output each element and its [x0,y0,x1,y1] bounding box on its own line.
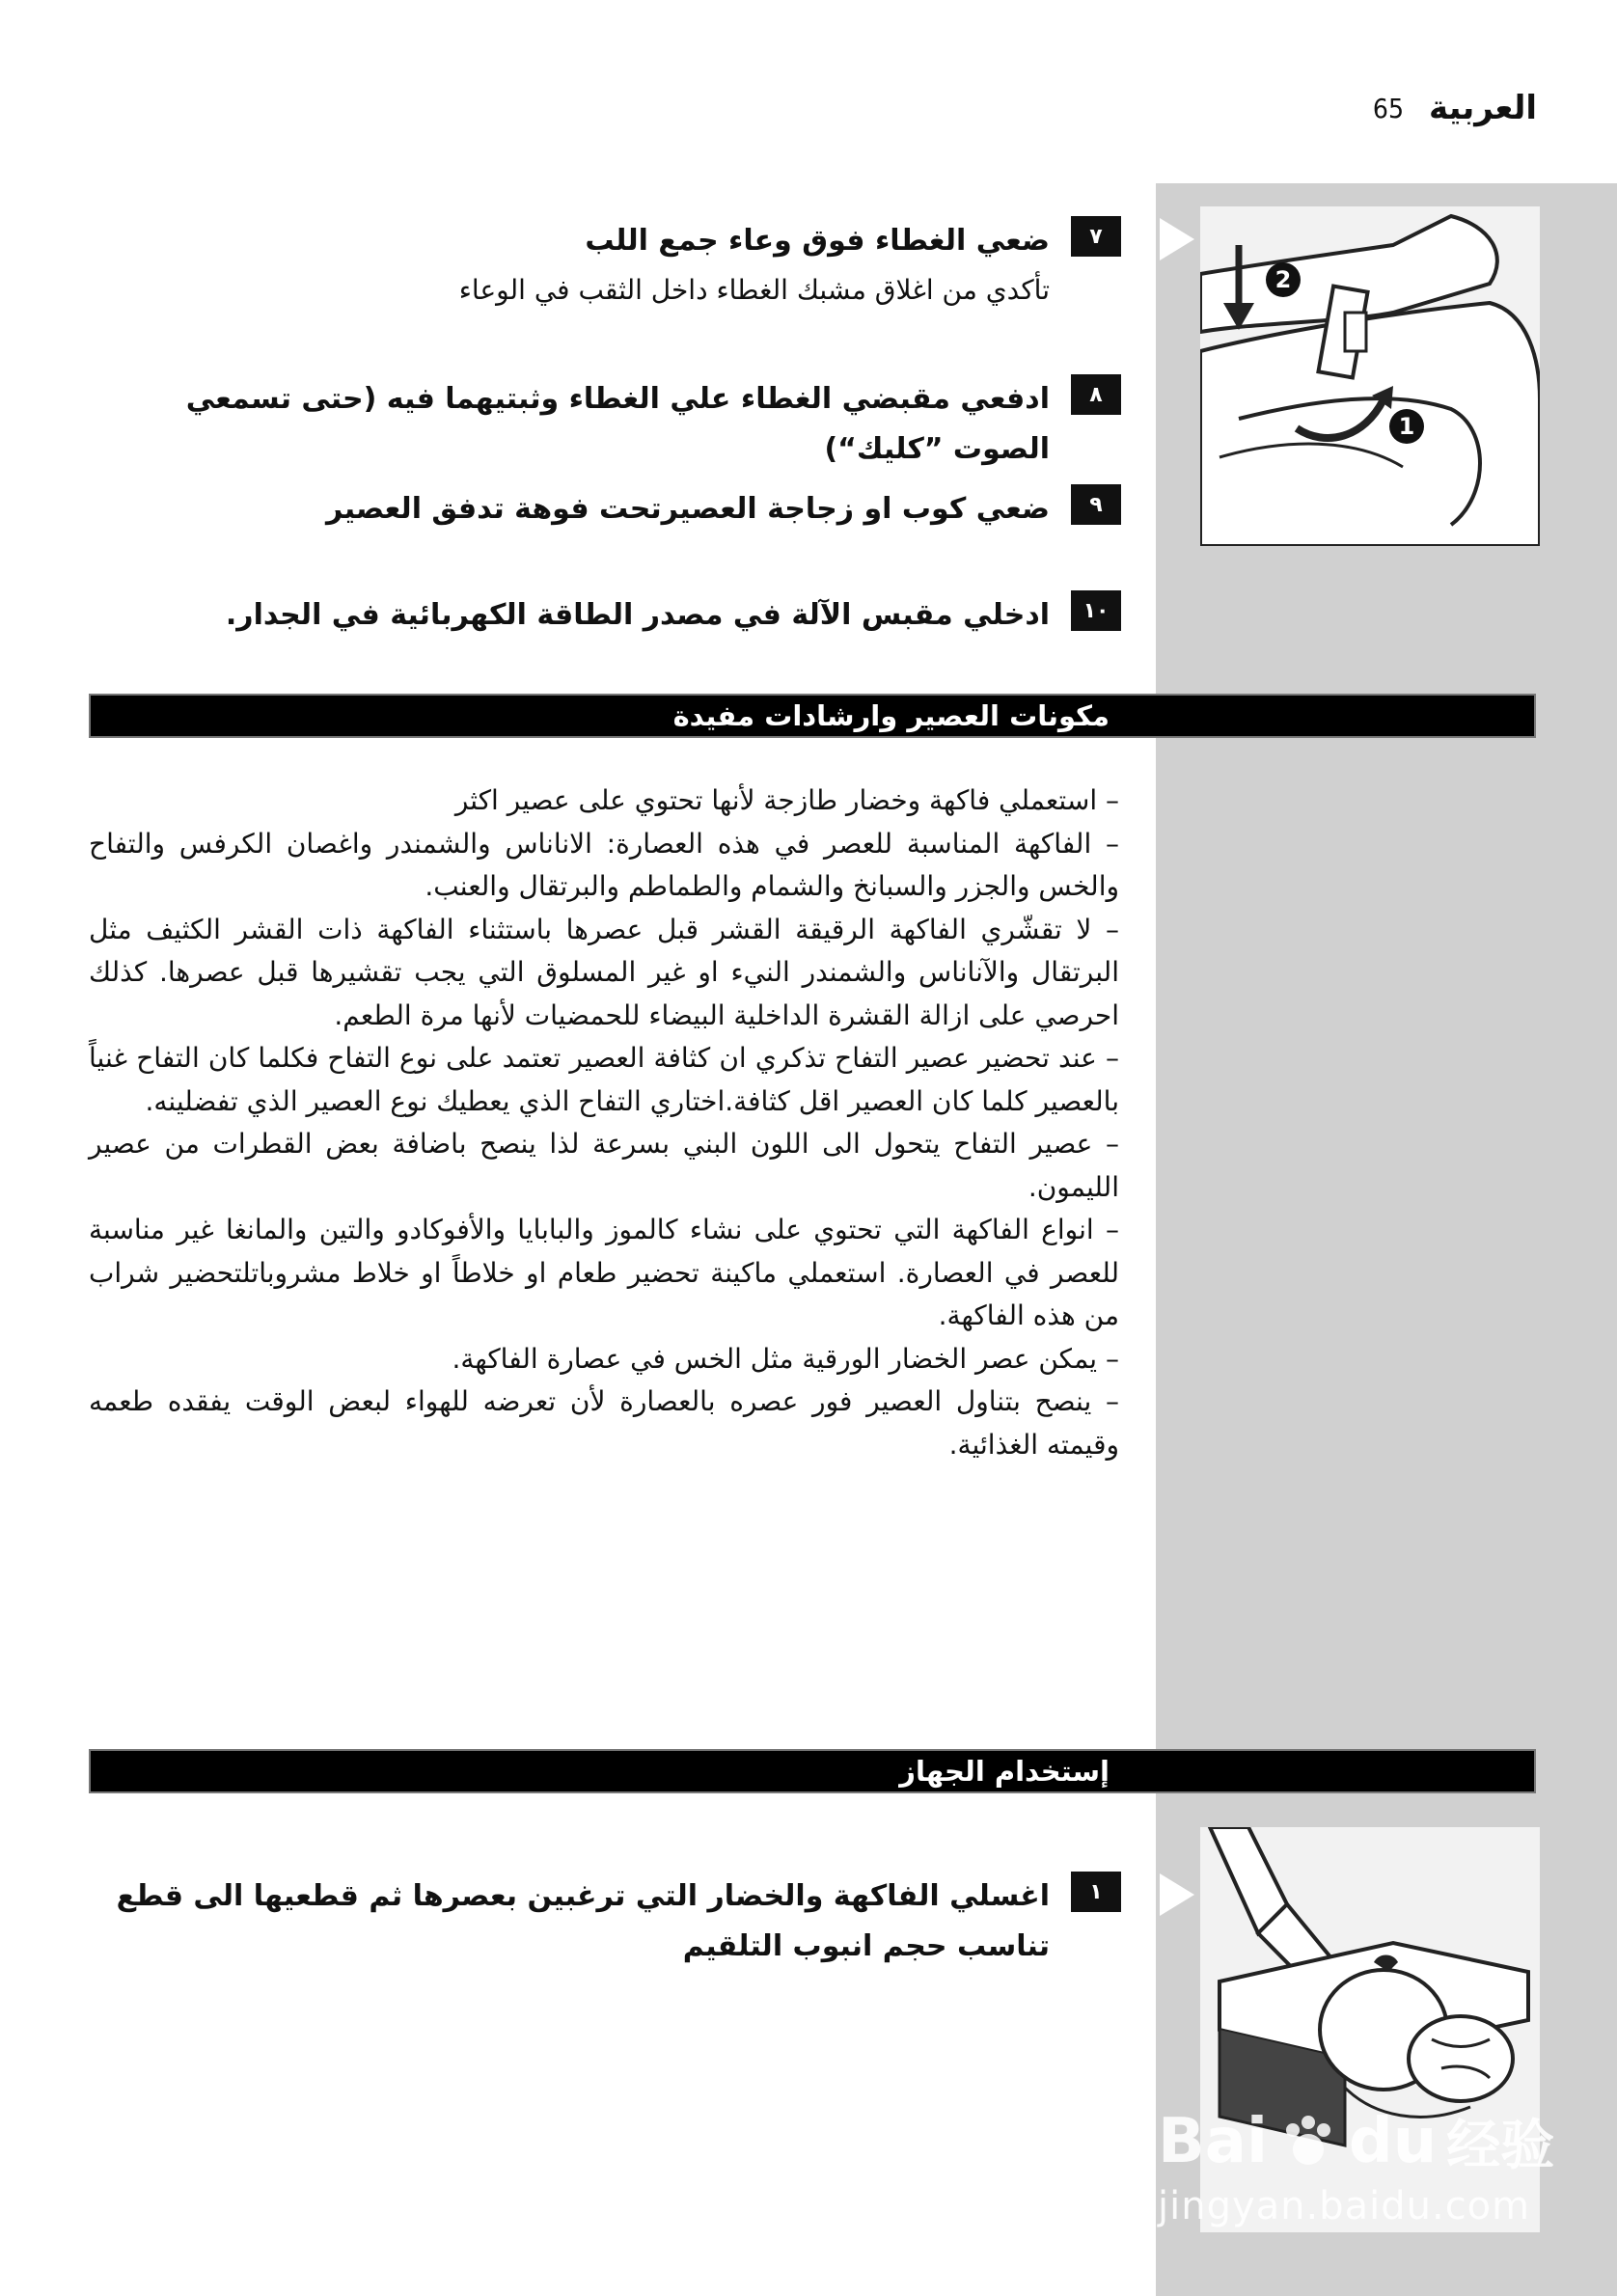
step-number-badge: ١٠ [1071,590,1121,631]
step-text: ادفعي مقبضي الغطاء علي الغطاء وثبتيهما فيه (حتى تسمعي الصوت ”كليك“) [185,382,1050,466]
paw-icon [1277,2111,1339,2173]
watermark-site: jingyan.baidu.com [1158,2184,1531,2228]
baidu-logo [1158,2103,1602,2180]
figure-pointer-top [1160,218,1194,260]
step-number-badge: ١ [1071,1872,1121,1912]
watermark-brand-2: du [1348,2106,1438,2177]
step-text: ادخلي مقبس الآلة في مصدر الطاقة الكهربائية في الجدار. [225,598,1050,632]
tip-item: – استعملي فاكهة وخضار طازجة لأنها تحتوي على عصير اكثر [454,784,1119,816]
tip-item: – لا تقشّري الفاكهة الرقيقة القشر قبل عصرها باستثناء الفاكهة ذات القشر الكثيف مثل البرتقال والآناناس والشمندر النيء او غير المسلوق التي يجب تقشيرها قبل عصرها. كذلك احرصي على ازالة القشرة الداخلية البيضاء للحمضيات لأنها مرة الطعم. [89,913,1119,1031]
section-heading-usage [89,1749,1536,1793]
section-heading-text: مكونات العصير وارشادات مفيدة [672,699,1110,732]
page-title: العربية [1428,89,1537,127]
tip-item: – يمكن عصر الخضار الورقية مثل الخس في عصارة الفاكهة. [452,1342,1119,1375]
step-subtext: تأكدي من اغلاق مشبك الغطاء داخل الثقب في الوعاء [458,274,1050,306]
step-number-badge: ٧ [1071,216,1121,257]
step-1 [104,1872,1121,1972]
step-9 [326,484,1121,534]
step-text: ضعي الغطاء فوق وعاء جمع اللب [585,224,1050,258]
step-number-badge: ٨ [1071,374,1121,415]
step-text: اغسلي الفاكهة والخضار التي ترغبين بعصرها ثم قطعيها الى قطع تناسب حجم انبوب التلقيم [116,1879,1050,1963]
tip-item: – الفاكهة المناسبة للعصر في هذه العصارة: الاناناس والشمندر واغصان الكرفس والتفاح والخس والجزر والسبانخ والشمام والطماطم والبرتقال والعنب. [89,827,1119,902]
step-number-badge: ٩ [1071,484,1121,525]
lid-clip-drawing [1200,206,1540,546]
tip-item: – عند تحضير عصير التفاح تذكري ان كثافة العصير تعتمد على نوع التفاح فكلما كان التفاح غنياً بالعصير كلما كان العصير اقل كثافة.اختاري التفاح الذي يعطيك نوع العصير الذي تفضلينه. [89,1042,1119,1117]
section-heading-text: إستخدام الجهاز [899,1755,1110,1788]
section-heading-tips [89,694,1536,738]
callout-2: 2 [1266,262,1301,297]
step-text: ضعي كوب او زجاجة العصيرتحت فوهة تدفق العصير [326,492,1050,526]
tip-item: – عصير التفاح يتحول الى اللون البني بسرعة لذا ينصح باضافة بعض القطرات من عصير الليمون. [89,1128,1119,1203]
watermark-cn: 经验 [1446,2115,1555,2177]
step-8 [85,374,1121,475]
page-header [1373,89,1537,127]
tip-item: – ينصح بتناول العصير فور عصره بالعصارة لأن تعرضه للهواء لبعض الوقت يفقده طعمه وقيمته الغذائية. [89,1385,1119,1461]
lid-clip-illustration [1200,206,1540,546]
baidu-watermark [1158,2103,1602,2228]
step-10 [226,590,1121,641]
step-7 [459,216,1121,314]
callout-1: 1 [1389,409,1424,444]
tips-list [89,779,1119,1466]
watermark-brand: Bai [1158,2106,1268,2177]
page-number: 65 [1372,92,1404,124]
tip-item: – انواع الفاكهة التي تحتوي على نشاء كالموز والبابايا والأفوكادو والتين والمانغا غير مناسبة للعصر في العصارة. استعملي ماكينة تحضير طعام او خلاطاً او خلاط مشروباتلتحضير شراب من هذه الفاكهة. [89,1214,1119,1331]
figure-pointer-bottom [1160,1873,1194,1916]
